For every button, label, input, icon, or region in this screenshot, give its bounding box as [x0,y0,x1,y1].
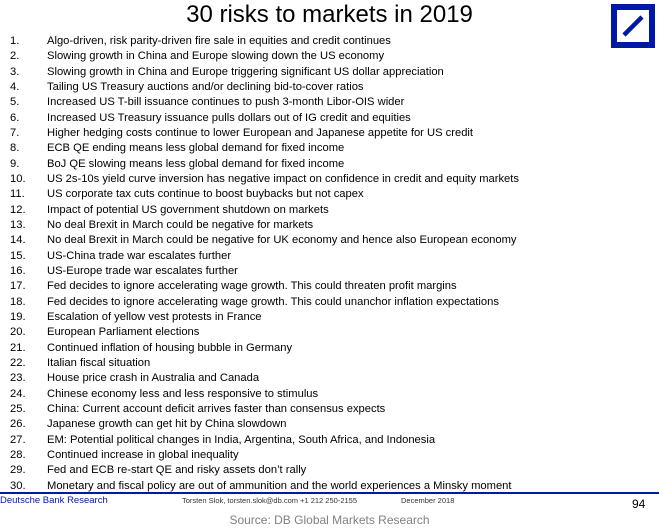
risk-number: 22. [10,356,26,369]
risk-number: 3. [10,65,20,78]
risk-text: No deal Brexit in March could be negative for UK economy and hence also European economy [47,234,517,247]
risk-text: Increased US Treasury issuance pulls dollars out of IG credit and equities [47,111,411,124]
risk-number: 1. [10,35,20,47]
risk-text: Impact of potential US government shutdown on markets [47,203,329,216]
risk-text: Italian fiscal situation [47,356,151,369]
risk-text: Fed decides to ignore accelerating wage growth. This could threaten profit margins [47,280,457,293]
page-title: 30 risks to markets in 2019 [186,1,473,28]
risk-text: House price crash in Australia and Canada [47,372,260,385]
risk-text: Slowing growth in China and Europe slowing down the US economy [47,50,385,63]
risk-text: Japanese growth can get hit by China slowdown [47,418,287,431]
risk-text: US-China trade war escalates further [47,249,232,262]
risk-number: 6. [10,111,20,124]
risk-text: ECB QE ending means less global demand for fixed income [47,142,345,155]
risk-text: Increased US T-bill issuance continues to push 3-month Libor-OIS wider [47,96,405,109]
risk-text: Fed and ECB re-start QE and risky assets don’t rally [47,464,307,477]
risk-number: 4. [10,80,20,93]
risk-number: 28. [10,448,26,461]
risk-number: 11. [10,188,25,201]
risk-number: 15. [10,249,26,262]
risk-number: 21. [10,341,26,354]
risk-number: 9. [10,157,20,170]
risk-number: 5. [10,96,20,109]
risk-number: 2. [10,50,20,63]
risk-text: Chinese economy less and less responsive to stimulus [47,387,319,400]
risk-number: 16. [10,264,26,277]
source-note: Source: DB Global Markets Research [229,513,430,527]
footer-author: Torsten Slok, torsten.slok@db.com +1 212 250-2155 [182,496,358,505]
risk-number: 20. [10,326,26,339]
risk-number: 14. [10,234,26,247]
risk-text: Tailing US Treasury auctions and/or declining bid-to-cover ratios [47,80,364,93]
risk-number: 10. [10,172,26,185]
risk-text: Slowing growth in China and Europe triggering significant US dollar appreciation [47,65,444,78]
risk-number: 24. [10,387,26,400]
risk-text: Escalation of yellow vest protests in France [47,310,262,323]
risk-text: BoJ QE slowing means less global demand for fixed income [47,157,345,170]
risk-number: 27. [10,433,26,446]
footer-divider [0,492,659,494]
risk-text: Higher hedging costs continue to lower European and Japanese appetite for US credit [47,126,474,139]
risk-text: China: Current account deficit arrives faster than consensus expects [47,402,386,415]
risk-number: 19. [10,310,26,323]
risk-number: 23. [10,372,26,385]
risk-number: 17. [10,280,26,293]
risk-number: 12. [10,203,26,216]
risk-number: 13. [10,218,26,231]
risk-text: Monetary and fiscal policy are out of ammunition and the world experiences a Minsky moment [47,479,512,492]
risk-number: 30. [10,479,26,492]
risk-text: US corporate tax cuts continue to boost buybacks but not capex [47,188,364,201]
risk-number: 8. [10,142,20,155]
risk-number: 26. [10,418,26,431]
risk-text: No deal Brexit in March could be negative for markets [47,218,314,231]
risk-text: Fed decides to ignore accelerating wage growth. This could unanchor inflation expectations [47,295,499,308]
risk-number: 25. [10,402,26,415]
risk-text: Algo-driven, risk parity-driven fire sale in equities and credit continues [47,35,391,47]
risk-number: 18. [10,295,26,308]
footer-company: Deutsche Bank Research [0,495,108,506]
risk-text: US 2s-10s yield curve inversion has negative impact on confidence in credit and equity markets [47,172,519,185]
risk-number: 7. [10,126,20,139]
risk-text: US-Europe trade war escalates further [47,264,238,277]
page-number: 94 [632,497,646,511]
risk-text: European Parliament elections [47,326,200,339]
footer-date: December 2018 [401,496,455,505]
risk-number: 29. [10,464,26,477]
deutsche-bank-logo-icon [611,4,655,48]
risk-text: EM: Potential political changes in India, Argentina, South Africa, and Indonesia [47,433,436,446]
risk-text: Continued increase in global inequality [47,448,239,461]
risk-text: Continued inflation of housing bubble in Germany [47,341,293,354]
